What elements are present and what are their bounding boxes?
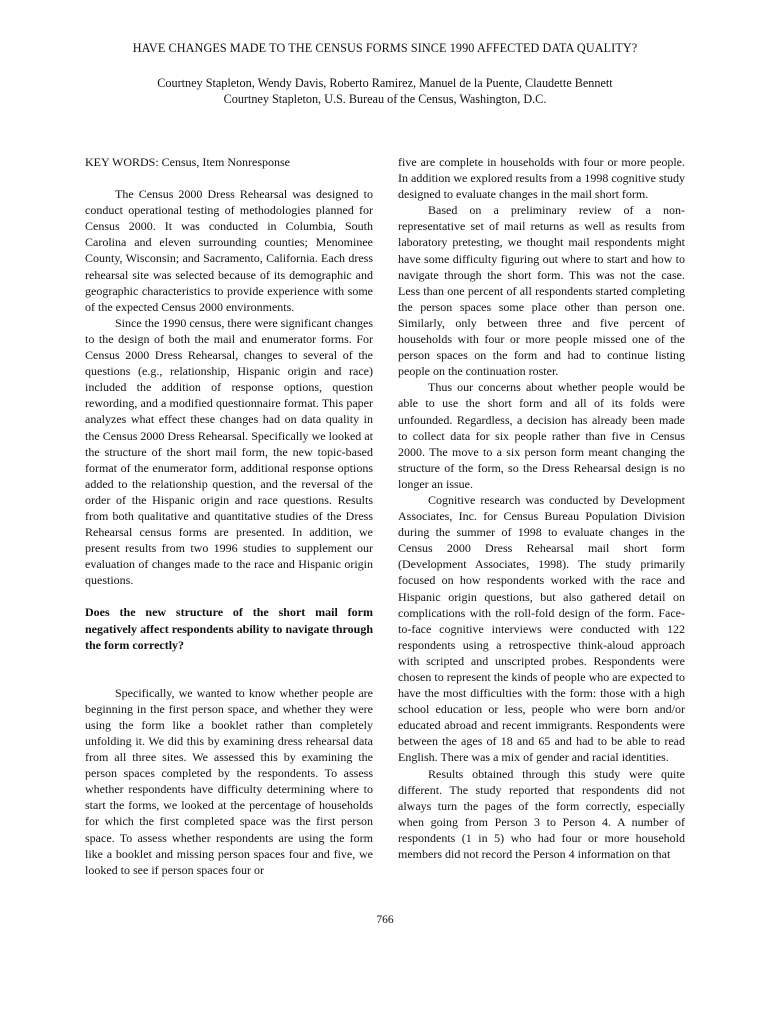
right-column — [398, 154, 685, 862]
paragraph: Thus our concerns about whether people would be able to use the short form and all of its folds were unfounded. Regardless, a decision has already been made to collect data for six people rather than five in Census 2000. The move to a six person form meant changing the structure of the form, so the Dress Rehearsal design is no longer an issue. — [398, 380, 685, 491]
author-block — [0, 75, 770, 107]
paper-title: HAVE CHANGES MADE TO THE CENSUS FORMS SINCE 1990 AFFECTED DATA QUALITY? — [132, 41, 638, 55]
paragraph: Based on a preliminary review of a non-representative set of mail returns as well as results from laboratory pretesting, we thought mail respondents might have some difficulty figuring out where to start and how to navigate through the short form. This was not the case. Less than one percent of all respondents started completing the person spaces some place other than person one. Similarly, only between three and five percent of households with four or more people missed one of the person spaces on the form and had to continue listing people on the continuation roster. — [398, 203, 685, 379]
paragraph: Specifically, we wanted to know whether people are beginning in the first person space, and whether they were using the form like a booklet rather than completely unfolding it. We did this by examining dress rehearsal data from all three sites. We assessed this by examining the person spaces completed by the respondents. To assess whether respondents have difficulty determining where to start the forms, we looked at the percentage of households for which the first completed space was the first person space. To assess whether respondents are using the form like a booklet and missing person spaces four and five, we looked to see if person spaces four or — [85, 685, 373, 877]
left-column — [85, 154, 373, 878]
paragraph: Results obtained through this study were quite different. The study reported that respondents did not always turn the pages of the form correctly, especially when going from Person 3 to Person 4. A number of respondents (1 in 5) who had four or more household members did not record the Person 4 information on that — [398, 766, 685, 862]
page-number: 766 — [376, 914, 394, 926]
paragraph: Cognitive research was conducted by Development Associates, Inc. for Census Bureau Population Division during the summer of 1998 to evaluate changes in the Census 2000 Dress Rehearsal mail short form (Development Associates, 1998). The study primarily focused on how respondents worked with the race and Hispanic origin questions, but also gathered detail on complications with the roll-fold design of the form. Face-to-face cognitive interviews were conducted with 122 respondents using a retrospective think-aloud approach with scripted and unscripted probes. Respondents were chosen to represent the kinds of people who are expected to have the most difficulties with the form: those with a high school education or less, people who were born and/or educated abroad and recent immigrants. Respondents were between the ages of 18 and 65 and had to be able to read English. There was a mix of gender and racial identities. — [398, 492, 685, 765]
paragraph: The Census 2000 Dress Rehearsal was designed to conduct operational testing of methodologies planned for Census 2000. It was conducted in Columbia, South Carolina and eleven surrounding counties; Menominee County, Wisconsin; and Sacramento, California. Each dress rehearsal site was selected because of its demographic and geographic characteristics to provide experience with some of the expected Census 2000 environments. — [85, 187, 373, 314]
author-affiliation: Courtney Stapleton, U.S. Bureau of the Census, Washington, D.C. — [223, 92, 547, 106]
section-heading: Does the new structure of the short mail form negatively affect respondents ability to navigate through the form correctly? — [85, 605, 373, 652]
author-list: Courtney Stapleton, Wendy Davis, Roberto Ramirez, Manuel de la Puente, Claudette Bennett — [157, 76, 613, 90]
paragraph: Since the 1990 census, there were significant changes to the design of both the mail and enumerator forms. For Census 2000 Dress Rehearsal, changes to several of the questions (e.g., relationship, Hispanic origin and race) included the addition of response options, question rewording, and a modified questionnaire format. This paper analyzes what effect these changes had on data quality in the Census 2000 Dress Rehearsal. Specifically we looked at the structure of the short mail form, the new topic-based format of the enumerator form, additional response options added to the relationship question, and the reversal of the order of the Hispanic origin and race questions. Results from both qualitative and quantitative studies of the Dress Rehearsal census forms are presented. In addition, we present results from two 1996 studies to supplement our evaluation of changes made to the race and Hispanic origin questions. — [85, 315, 373, 588]
keywords: KEY WORDS: Census, Item Nonresponse — [85, 155, 290, 169]
paragraph: five are complete in households with four or more people. In addition we explored results from a 1998 cognitive study designed to evaluate changes in the mail short form. — [398, 155, 685, 202]
